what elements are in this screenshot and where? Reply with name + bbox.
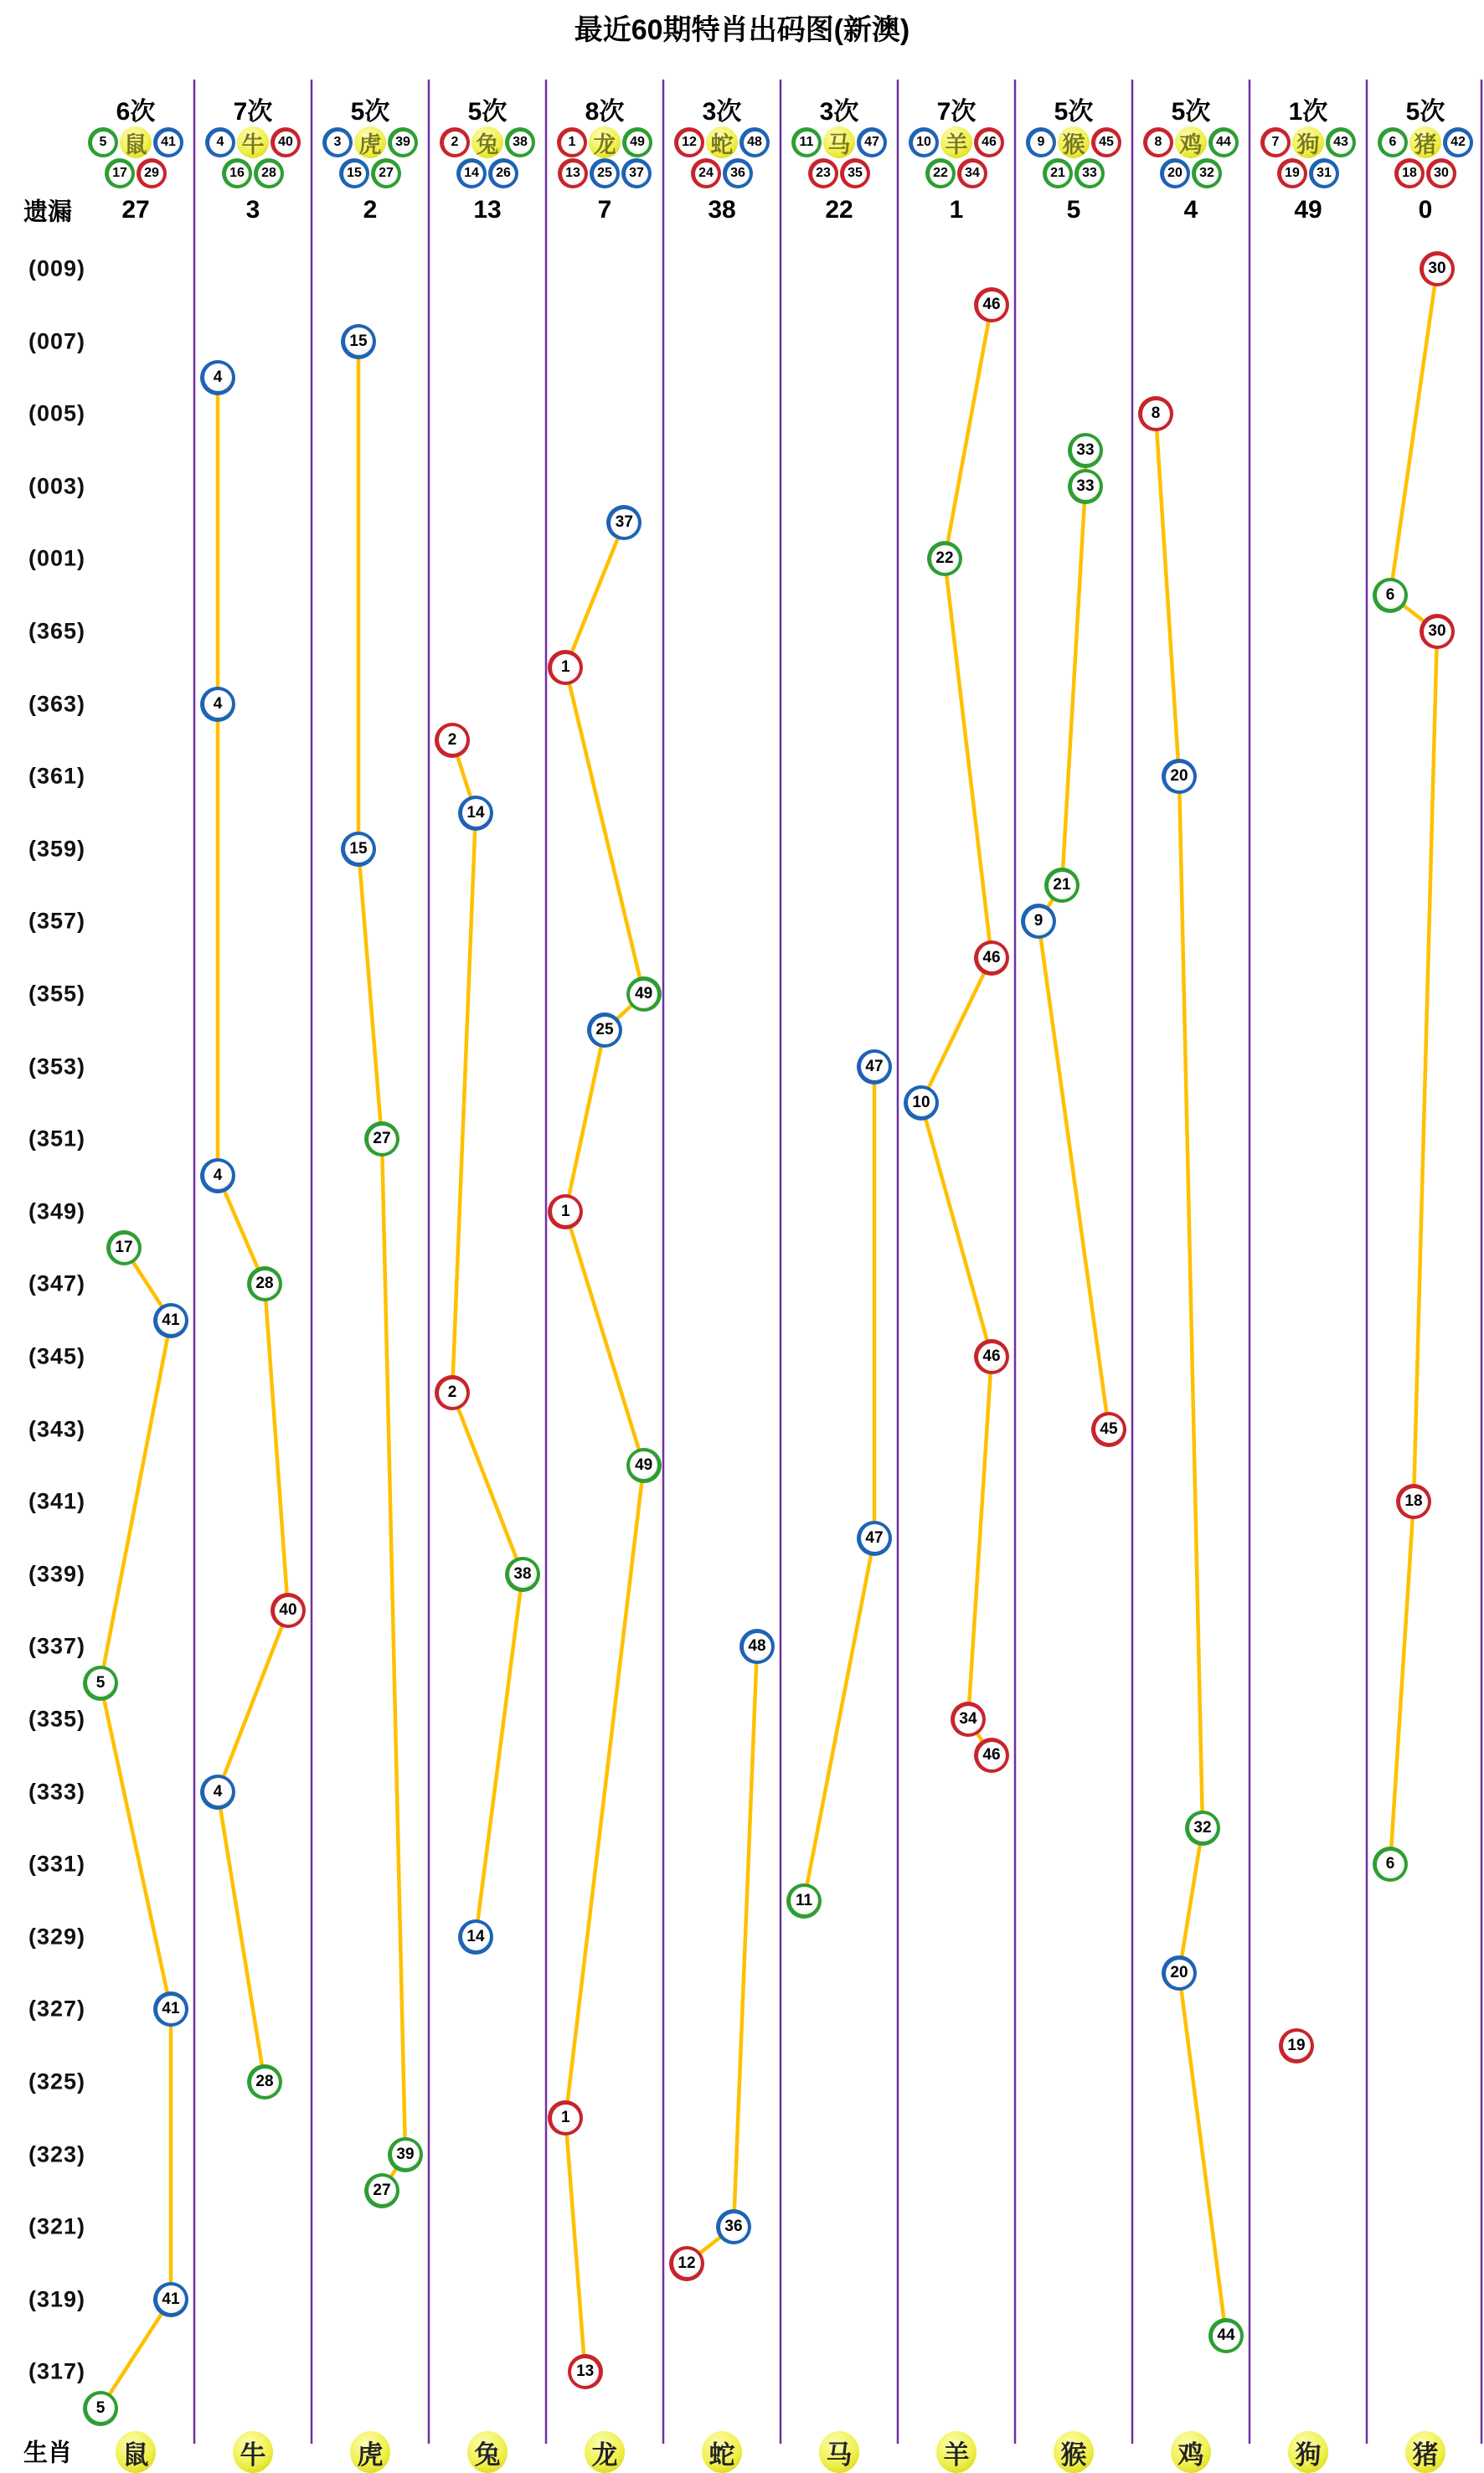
period-label: (357)	[28, 908, 86, 934]
period-label: (333)	[28, 1779, 86, 1805]
period-label: (321)	[28, 2213, 86, 2239]
chart-ball: 14	[458, 1919, 493, 1955]
miss-value: 7	[597, 196, 612, 224]
period-label: (359)	[28, 836, 86, 862]
connect-line	[921, 305, 992, 1755]
chart-ball: 3	[322, 127, 353, 157]
period-label: (363)	[28, 691, 86, 717]
chart-ball: 13	[568, 2354, 603, 2389]
chart-ball: 35	[840, 158, 870, 188]
chart-ball: 22	[925, 158, 956, 188]
chart-ball: 46	[974, 1738, 1009, 1773]
chart-ball: 32	[1185, 1811, 1220, 1846]
miss-value: 1	[949, 196, 964, 224]
chart-ball: 46	[974, 1339, 1009, 1374]
connect-line	[358, 342, 405, 2191]
period-label: (341)	[28, 1488, 86, 1514]
chart-ball: 39	[388, 2137, 423, 2172]
chart-ball: 14	[456, 158, 487, 188]
chart-ball: 46	[974, 127, 1004, 157]
chart-ball: 17	[105, 158, 135, 188]
chart-ball: 34	[957, 158, 987, 188]
chart-ball: 10	[904, 1085, 939, 1121]
chart-ball: 2	[435, 1375, 470, 1410]
miss-value: 22	[825, 196, 853, 224]
column-count-label: 7次	[233, 98, 273, 126]
chart-ball: 2	[440, 127, 470, 157]
period-label: (009)	[28, 255, 86, 281]
connect-line	[687, 1646, 757, 2263]
chart-ball: 21	[1044, 868, 1080, 903]
chart-ball: 19	[1279, 2028, 1314, 2063]
chart-ball: 36	[723, 158, 753, 188]
chart-ball: 38	[505, 127, 535, 157]
chart-ball: 49	[622, 127, 652, 157]
chart-ball: 42	[1443, 127, 1473, 157]
zodiac-header-ball: 牛	[237, 126, 269, 158]
miss-value: 49	[1294, 196, 1322, 224]
zodiac-footer-ball: 狗	[1288, 2431, 1328, 2473]
column-count-label: 8次	[585, 98, 625, 126]
zodiac-footer-ball: 猴	[1054, 2431, 1094, 2473]
chart-ball: 8	[1138, 396, 1173, 431]
chart-ball: 15	[341, 324, 376, 359]
chart-ball: 4	[200, 687, 235, 722]
page-title: 最近60期特肖出码图(新澳)	[574, 14, 910, 46]
zodiac-footer-ball: 兔	[467, 2431, 508, 2473]
chart-ball: 41	[153, 1303, 188, 1338]
connect-line	[1156, 414, 1226, 2336]
chart-ball: 20	[1162, 1955, 1197, 1991]
connect-line	[218, 378, 288, 2082]
chart-ball: 4	[200, 1158, 235, 1193]
zodiac-footer-ball: 鼠	[116, 2431, 156, 2473]
column-count-label: 1次	[1288, 98, 1328, 126]
period-label: (001)	[28, 545, 86, 571]
zodiac-footer-ball: 龙	[585, 2431, 625, 2473]
zodiac-footer-ball: 鸡	[1171, 2431, 1211, 2473]
chart-ball: 40	[271, 1593, 306, 1628]
chart-ball: 10	[909, 127, 939, 157]
chart-ball: 4	[200, 1775, 235, 1810]
chart-ball: 27	[371, 158, 401, 188]
miss-value: 13	[473, 196, 502, 224]
chart-ball: 28	[247, 1266, 282, 1301]
period-label: (339)	[28, 1561, 86, 1587]
chart-ball: 37	[606, 505, 642, 540]
zodiac-header-ball: 虎	[354, 126, 386, 158]
zodiac-header-ball: 龙	[589, 126, 621, 158]
chart-ball: 38	[505, 1557, 540, 1592]
zodiac-header-ball: 猴	[1058, 126, 1090, 158]
chart-ball: 19	[1277, 158, 1307, 188]
period-label: (347)	[28, 1270, 86, 1296]
chart-ball: 1	[548, 2100, 583, 2136]
chart-ball: 11	[791, 127, 822, 157]
chart-ball: 8	[1143, 127, 1173, 157]
chart-ball: 34	[951, 1702, 986, 1737]
miss-value: 5	[1066, 196, 1081, 224]
period-label: (353)	[28, 1054, 86, 1079]
miss-value: 3	[245, 196, 260, 224]
miss-value: 4	[1183, 196, 1198, 224]
chart-ball: 12	[669, 2246, 704, 2281]
miss-value: 0	[1418, 196, 1433, 224]
chart-ball: 31	[1309, 158, 1339, 188]
chart-ball: 32	[1192, 158, 1222, 188]
column-count-label: 5次	[1405, 98, 1445, 126]
zodiac-row-label: 生肖	[23, 2440, 73, 2467]
chart-ball: 4	[205, 127, 235, 157]
chart-ball: 1	[548, 650, 583, 685]
zodiac-footer-ball: 牛	[233, 2431, 273, 2473]
zodiac-footer-ball: 蛇	[702, 2431, 742, 2473]
chart-ball: 43	[1326, 127, 1356, 157]
zodiac-footer-ball: 羊	[936, 2431, 976, 2473]
period-label: (345)	[28, 1343, 86, 1369]
column-count-label: 7次	[936, 98, 976, 126]
chart-ball: 46	[974, 940, 1009, 976]
chart-ball: 33	[1074, 158, 1105, 188]
period-label: (319)	[28, 2286, 86, 2312]
chart-ball: 18	[1396, 1484, 1431, 1519]
chart-ball: 30	[1426, 158, 1456, 188]
chart-ball: 41	[153, 127, 183, 157]
chart-ball: 44	[1208, 127, 1239, 157]
chart-ball: 37	[621, 158, 652, 188]
connect-line	[565, 523, 643, 2372]
chart-ball: 26	[488, 158, 518, 188]
miss-row-label: 遗漏	[23, 198, 73, 226]
period-label: (327)	[28, 1996, 86, 2022]
column-count-label: 5次	[1171, 98, 1211, 126]
chart-ball: 33	[1068, 469, 1103, 504]
chart-ball: 49	[626, 1448, 662, 1483]
chart-ball: 29	[137, 158, 167, 188]
period-label: (323)	[28, 2141, 86, 2167]
chart-ball: 11	[786, 1883, 822, 1919]
column-count-label: 6次	[116, 98, 156, 126]
period-label: (003)	[28, 473, 86, 499]
miss-value: 2	[363, 196, 378, 224]
chart-ball: 28	[254, 158, 284, 188]
chart-ball: 6	[1373, 578, 1408, 613]
zodiac-header-ball: 蛇	[706, 126, 738, 158]
period-label: (349)	[28, 1198, 86, 1224]
chart-ball: 27	[364, 2173, 399, 2208]
column-count-label: 5次	[467, 98, 508, 126]
period-label: (351)	[28, 1126, 86, 1151]
chart-ball: 47	[857, 127, 887, 157]
chart-ball: 7	[1260, 127, 1291, 157]
chart-ball: 47	[857, 1049, 892, 1085]
connect-line	[804, 1067, 874, 1901]
chart-ball: 28	[247, 2064, 282, 2099]
miss-value: 27	[121, 196, 150, 224]
chart-ball: 15	[341, 832, 376, 867]
chart-ball: 44	[1208, 2318, 1244, 2353]
chart-ball: 45	[1091, 1412, 1126, 1447]
period-label: (317)	[28, 2358, 86, 2384]
connect-line	[452, 740, 523, 1937]
chart-ball: 6	[1378, 127, 1408, 157]
miss-value: 38	[708, 196, 736, 224]
zodiac-header-ball: 狗	[1292, 126, 1324, 158]
period-label: (343)	[28, 1416, 86, 1442]
period-label: (337)	[28, 1633, 86, 1659]
chart-ball: 5	[83, 1666, 118, 1701]
chart-ball: 39	[388, 127, 418, 157]
chart-ball: 27	[364, 1121, 399, 1157]
chart-ball: 1	[548, 1194, 583, 1229]
chart-ball: 9	[1021, 904, 1056, 939]
chart-ball: 25	[590, 158, 620, 188]
chart-ball: 16	[222, 158, 252, 188]
chart-ball: 17	[106, 1230, 142, 1265]
chart-ball: 13	[558, 158, 588, 188]
period-label: (355)	[28, 981, 86, 1007]
chart-ball: 14	[458, 796, 493, 831]
chart-ball: 46	[974, 287, 1009, 322]
chart-ball: 40	[271, 127, 301, 157]
connect-line	[1390, 269, 1437, 1864]
period-label: (365)	[28, 618, 86, 644]
period-label: (331)	[28, 1851, 86, 1877]
chart-ball: 18	[1394, 158, 1425, 188]
chart-ball: 5	[83, 2391, 118, 2426]
column-count-label: 3次	[702, 98, 742, 126]
zodiac-header-ball: 鸡	[1175, 126, 1207, 158]
chart-ball: 25	[587, 1012, 622, 1048]
chart-ball: 30	[1420, 251, 1455, 286]
chart-ball: 1	[557, 127, 587, 157]
column-count-label: 5次	[350, 98, 390, 126]
chart-ball: 45	[1091, 127, 1121, 157]
chart-ball: 9	[1026, 127, 1056, 157]
zodiac-header-ball: 猪	[1409, 126, 1441, 158]
chart-ball: 41	[153, 2282, 188, 2317]
zodiac-footer-ball: 马	[819, 2431, 859, 2473]
period-label: (005)	[28, 400, 86, 426]
chart-ball: 49	[626, 976, 662, 1012]
chart-ball: 30	[1420, 614, 1455, 649]
period-label: (325)	[28, 2069, 86, 2094]
chart-ball: 20	[1162, 759, 1197, 794]
zodiac-header-ball: 羊	[940, 126, 972, 158]
column-count-label: 3次	[819, 98, 859, 126]
column-count-label: 5次	[1054, 98, 1094, 126]
chart-ball: 4	[200, 360, 235, 395]
period-label: (361)	[28, 763, 86, 789]
chart-ball: 48	[739, 1629, 775, 1664]
zodiac-header-ball: 马	[823, 126, 855, 158]
period-label: (335)	[28, 1706, 86, 1732]
period-label: (329)	[28, 1924, 86, 1950]
chart-ball: 15	[339, 158, 369, 188]
chart-ball: 47	[857, 1521, 892, 1556]
period-label: (007)	[28, 328, 86, 354]
chart-ball: 24	[691, 158, 721, 188]
zodiac-footer-ball: 虎	[350, 2431, 390, 2473]
zodiac-footer-ball: 猪	[1405, 2431, 1445, 2473]
chart-ball: 48	[739, 127, 770, 157]
chart-ball: 2	[435, 723, 470, 758]
chart-ball: 23	[808, 158, 838, 188]
connect-line	[1038, 451, 1109, 1430]
chart-ball: 41	[153, 1991, 188, 2027]
zodiac-header-ball: 兔	[471, 126, 503, 158]
chart-ball: 6	[1373, 1847, 1408, 1882]
chart-ball: 33	[1068, 433, 1103, 468]
zodiac-header-ball: 鼠	[120, 126, 152, 158]
chart-ball: 12	[674, 127, 704, 157]
chart-ball: 5	[88, 127, 118, 157]
chart-ball: 21	[1043, 158, 1073, 188]
chart-ball: 20	[1160, 158, 1190, 188]
chart-ball: 22	[927, 541, 962, 576]
chart-ball: 36	[716, 2209, 751, 2244]
